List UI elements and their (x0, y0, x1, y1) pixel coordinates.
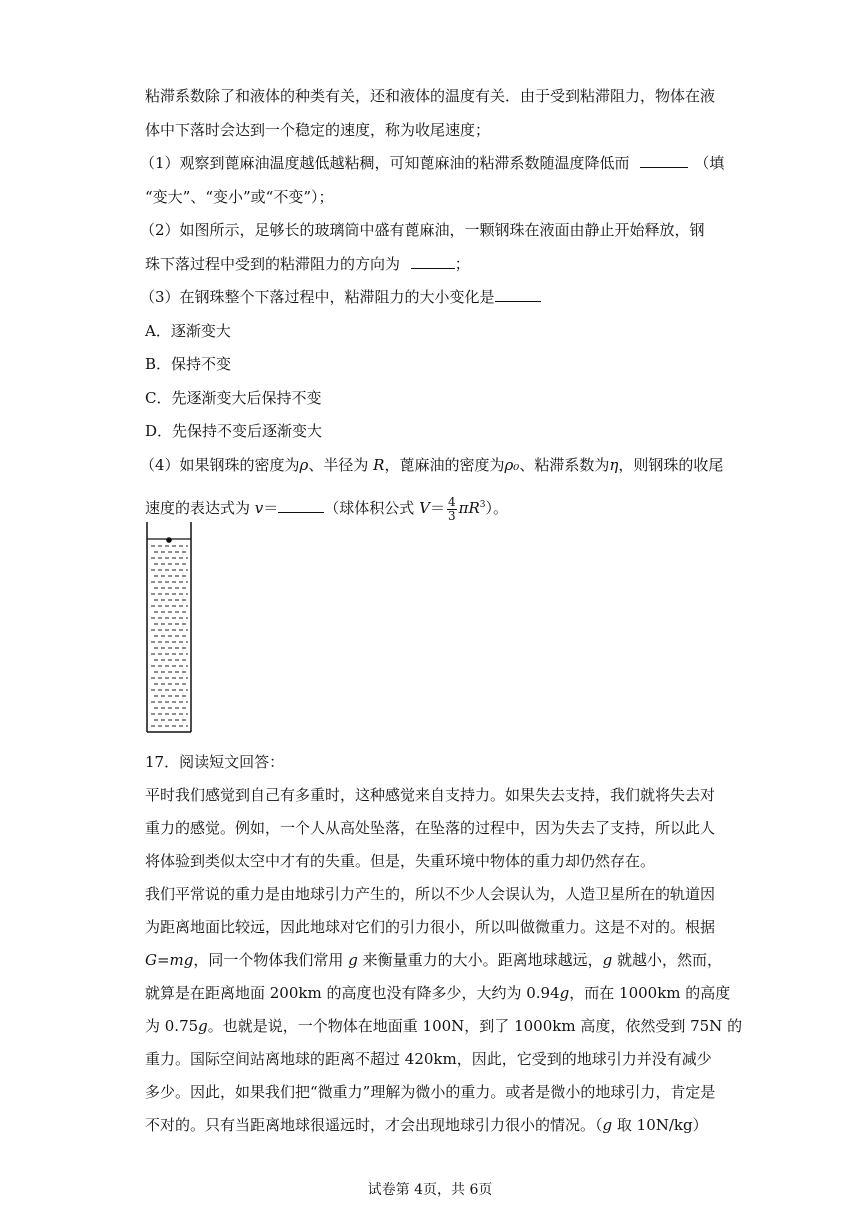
castor-oil-dashes (151, 546, 188, 726)
intro-line-1: 粘滞系数除了和液体的种类有关，还和液体的温度有关．由于受到粘滞阻力，物体在液 (145, 87, 716, 105)
passage-line-4: 我们平常说的重力是由地球引力产生的，所以不少人会误认为，人造卫星所在的轨道因 (145, 885, 716, 903)
intro-line-2: 体中下落时会达到一个稳定的速度，称为收尾速度； (145, 121, 491, 139)
passage-line-10: 多少。因此，如果我们把“微重力”理解为微小的重力。或者是微小的地球引力，肯定是 (145, 1083, 716, 1101)
option-b[interactable]: B．保持不变 (145, 355, 232, 373)
answer-blank-2[interactable] (411, 254, 455, 269)
passage-line-9: 重力。国际空间站离地球的距离不超过 420km，因此，它受到的地球引力并没有减少 (145, 1050, 712, 1068)
passage-line-1: 平时我们感觉到自己有多重时，这种感觉来自支持力。如果失去支持，我们就将失去对 (145, 786, 716, 804)
passage-line-6: G=mg，同一个物体我们常用 g 来衡量重力的大小。距离地球越远，g 就越小，然而， (145, 951, 722, 969)
question-4-cont: 速度的表达式为 v＝ （球体积公式 V＝ $\frac{4}{3}$ $\pi R^3$）。 (145, 494, 508, 523)
page-footer: 试卷第 4页，共 6页 (367, 1182, 493, 1198)
question-2-cont: 珠下落过程中受到的粘滞阻力的方向为 ； (145, 255, 470, 273)
glass-cylinder-figure (145, 522, 193, 734)
question-2: （2）如图所示，足够长的玻璃筒中盛有蓖麻油，一颗钢珠在液面由静止开始释放，钢 (140, 221, 705, 239)
steel-ball (166, 537, 172, 543)
question-4: （4）如果钢珠的密度为ρ、半径为 R，蓖麻油的密度为ρ₀、粘滞系数为η，则钢珠的收尾 (140, 456, 724, 474)
question-1-cont: “变大”、“变小”或“不变”）； (145, 188, 334, 206)
passage-line-7: 就算是在距离地面 200km 的高度也没有降多少，大约为 0.94g，而在 1000km 的高度 (145, 984, 731, 1002)
question-3: （3）在钢珠整个下落过程中，粘滞阻力的大小变化是 (140, 287, 541, 307)
passage-line-2: 重力的感觉。例如，一个人从高处坠落，在坠落的过程中，因为失去了支持，所以此人 (145, 819, 716, 837)
answer-blank-4[interactable] (278, 498, 324, 513)
answer-blank-1[interactable] (640, 153, 688, 168)
passage-line-3: 将体验到类似太空中才有的失重。但是，失重环境中物体的重力却仍然存在。 (145, 852, 656, 870)
answer-blank-3[interactable] (495, 287, 541, 302)
passage-line-5: 为距离地面比较远，因此地球对它们的引力很小，所以叫做微重力。这是不对的。根据 (145, 918, 716, 936)
option-a[interactable]: A．逐渐变大 (145, 322, 231, 340)
question-17-title: 17．阅读短文回答： (145, 753, 285, 771)
option-c[interactable]: C．先逐渐变大后保持不变 (145, 389, 322, 407)
fraction-four-thirds: $\frac{4}{3}$ (447, 494, 456, 523)
option-d[interactable]: D．先保持不变后逐渐变大 (145, 422, 323, 440)
question-1: （1）观察到蓖麻油温度越低越粘稠，可知蓖麻油的粘滞系数随温度降低而 （填 (140, 154, 725, 172)
passage-line-11: 不对的。只有当距离地球很遥远时，才会出现地球引力很小的情况。（g 取 10N/kg） (145, 1116, 708, 1134)
passage-line-8: 为 0.75g。也就是说，一个物体在地面重 100N，到了 1000km 高度，依然受到 75N 的 (145, 1017, 743, 1035)
